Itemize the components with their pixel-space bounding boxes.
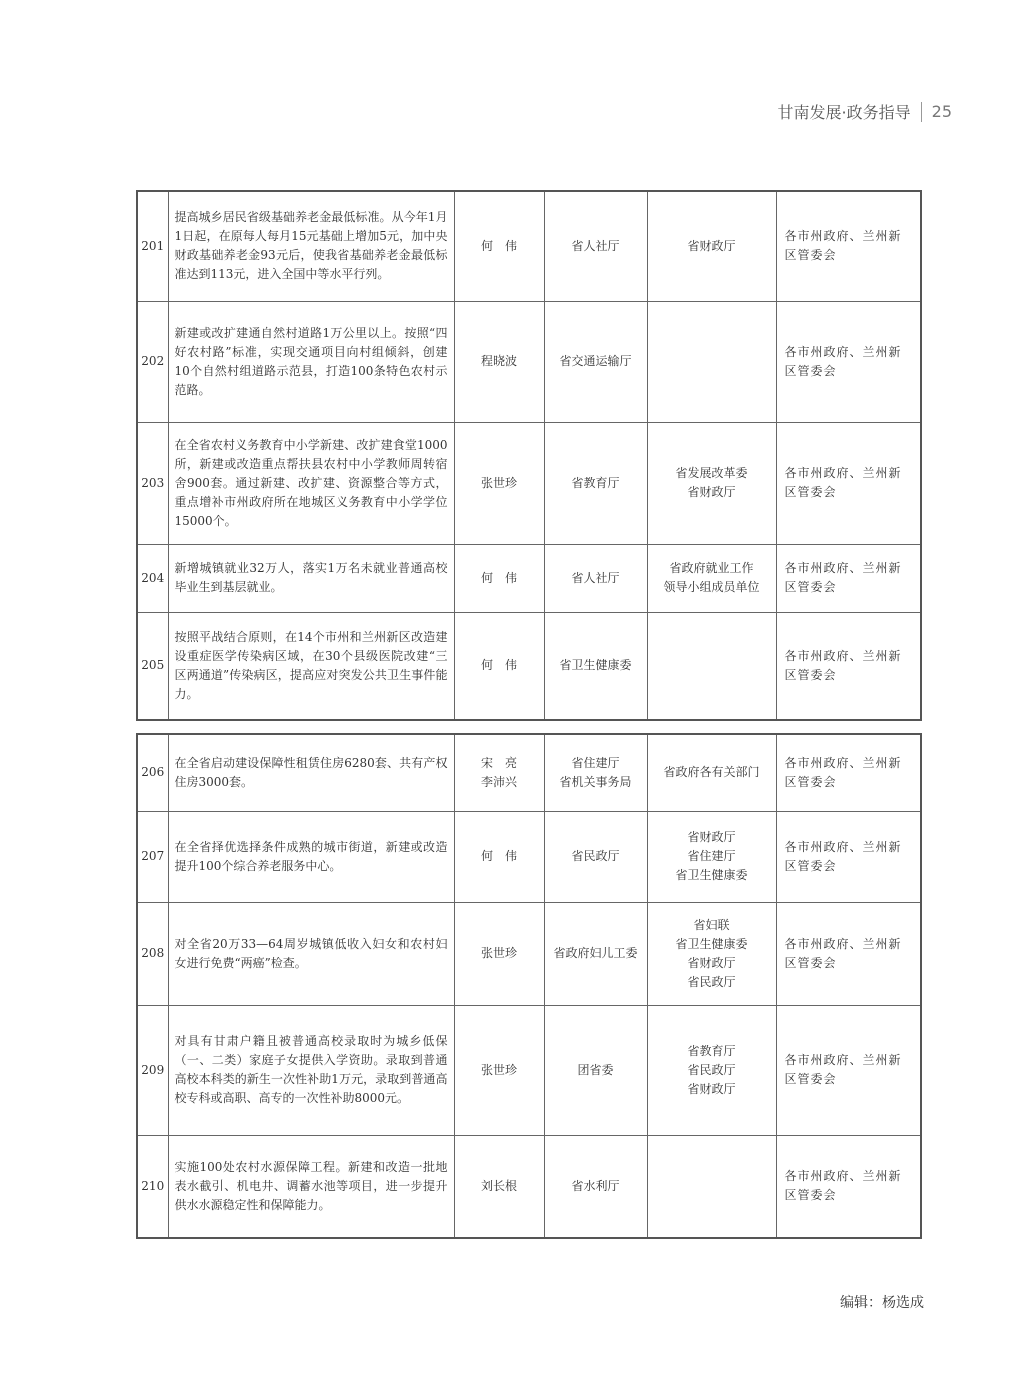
cooperating-units-line: 省民政厅 [687, 974, 736, 989]
table-row [137, 734, 921, 811]
lead-official [454, 811, 544, 902]
responsible-unit [544, 301, 647, 422]
cooperating-units-line: 省财政厅 [687, 955, 736, 970]
publication-title: 甘南发展·政务指导 [777, 103, 911, 122]
lead-official [454, 1005, 544, 1135]
lead-official-line: 张世珍 [480, 1062, 517, 1077]
task-table-body [137, 191, 921, 720]
cooperating-units [647, 811, 776, 902]
header-divider [921, 102, 922, 122]
table-row [137, 544, 921, 612]
task-description: 在全省农村义务教育中小学新建、改扩建食堂1000所，新建或改造重点帮扶县农村中小学教师周转宿舍900套。通过新建、改扩建、资源整合等方式，重点增补市州政府所在地城区义务教育中小学学位15000个。 [168, 422, 454, 544]
cooperating-units [647, 191, 776, 301]
cooperating-units-line: 省卫生健康委 [675, 936, 748, 951]
responsible-unit [544, 1005, 647, 1135]
responsible-unit-line: 省机关事务局 [559, 774, 632, 789]
responsible-unit-line: 省人社厅 [571, 570, 620, 585]
table-row [137, 1005, 921, 1135]
lead-official [454, 1135, 544, 1238]
cooperating-units [647, 301, 776, 422]
task-number: 209 [137, 1005, 168, 1135]
task-description: 实施100处农村水源保障工程。新建和改造一批地表水截引、机电井、调蓄水池等项目，进一步提升供水水源稳定性和保障能力。 [168, 1135, 454, 1238]
cooperating-units-line: 领导小组成员单位 [663, 580, 760, 594]
responsible-unit [544, 811, 647, 902]
cooperating-units-line: 省政府各有关部门 [663, 765, 760, 780]
lead-official-line: 何 伟 [480, 570, 517, 585]
lead-official [454, 422, 544, 544]
responsible-unit [544, 191, 647, 301]
implementing-units: 各市州政府、兰州新区管委会 [776, 811, 921, 902]
lead-official [454, 544, 544, 612]
task-number: 207 [137, 811, 168, 902]
lead-official [454, 612, 544, 720]
table-row [137, 902, 921, 1005]
task-table-2 [136, 733, 922, 1239]
lead-official-line: 刘长根 [480, 1178, 517, 1193]
responsible-unit-line: 省水利厅 [571, 1178, 620, 1193]
cooperating-units-line: 省教育厅 [687, 1043, 736, 1058]
table-row [137, 1135, 921, 1238]
task-description: 新建或改扩建通自然村道路1万公里以上。按照“四好农村路”标准，实现交通项目向村组倾斜，创建10个自然村组道路示范县，打造100条特色农村示范路。 [168, 301, 454, 422]
responsible-unit-line: 省住建厅 [571, 755, 620, 770]
implementing-units: 各市州政府、兰州新区管委会 [776, 734, 921, 811]
task-description: 新增城镇就业32万人，落实1万名未就业普通高校毕业生到基层就业。 [168, 544, 454, 612]
lead-official-line: 何 伟 [480, 658, 517, 673]
cooperating-units-line: 省民政厅 [687, 1062, 736, 1077]
task-number: 203 [137, 422, 168, 544]
table-row [137, 191, 921, 301]
implementing-units: 各市州政府、兰州新区管委会 [776, 612, 921, 720]
cooperating-units [647, 1005, 776, 1135]
responsible-unit-line: 省民政厅 [571, 849, 620, 863]
lead-official-line: 何 伟 [480, 238, 517, 253]
cooperating-units [647, 734, 776, 811]
implementing-units: 各市州政府、兰州新区管委会 [776, 1135, 921, 1238]
table-row [137, 612, 921, 720]
task-number: 210 [137, 1135, 168, 1238]
cooperating-units-line: 省卫生健康委 [675, 868, 748, 882]
implementing-units: 各市州政府、兰州新区管委会 [776, 191, 921, 301]
task-number: 206 [137, 734, 168, 811]
task-number: 205 [137, 612, 168, 720]
cooperating-units [647, 902, 776, 1005]
lead-official-line: 宋 亮 [480, 755, 517, 770]
implementing-units: 各市州政府、兰州新区管委会 [776, 1005, 921, 1135]
responsible-unit [544, 422, 647, 544]
lead-official-line: 李沛兴 [480, 774, 517, 789]
responsible-unit [544, 1135, 647, 1238]
editor-credit: 编辑：杨选成 [840, 1295, 924, 1311]
task-number: 208 [137, 902, 168, 1005]
task-description: 在全省择优选择条件成熟的城市街道，新建或改造提升100个综合养老服务中心。 [168, 811, 454, 902]
page-header [778, 100, 952, 123]
responsible-unit-line: 省政府妇儿工委 [553, 946, 638, 960]
lead-official [454, 902, 544, 1005]
responsible-unit [544, 544, 647, 612]
table-row [137, 301, 921, 422]
lead-official-line: 程晓波 [480, 354, 517, 368]
cooperating-units-line: 省财政厅 [687, 238, 736, 253]
implementing-units: 各市州政府、兰州新区管委会 [776, 301, 921, 422]
responsible-unit-line: 团省委 [577, 1062, 614, 1077]
lead-official-line: 何 伟 [480, 849, 517, 863]
task-description: 对具有甘肃户籍且被普通高校录取时为城乡低保（一、二类）家庭子女提供入学资助。录取到普通高校本科类的新生一次性补助1万元，录取到普通高校专科或高职、高专的一次性补助8000元。 [168, 1005, 454, 1135]
task-number: 202 [137, 301, 168, 422]
task-table-1 [136, 190, 922, 721]
task-table-body [137, 734, 921, 1238]
cooperating-units-line: 省财政厅 [687, 1081, 736, 1096]
responsible-unit-line: 省卫生健康委 [559, 658, 632, 673]
cooperating-units-line: 省妇联 [693, 917, 730, 932]
cooperating-units-line: 省住建厅 [687, 849, 736, 863]
lead-official-line: 张世珍 [480, 946, 517, 960]
task-description: 对全省20万33—64周岁城镇低收入妇女和农村妇女进行免费“两癌”检查。 [168, 902, 454, 1005]
task-number: 201 [137, 191, 168, 301]
cooperating-units-line: 省财政厅 [687, 485, 736, 499]
lead-official [454, 734, 544, 811]
cooperating-units-line: 省发展改革委 [675, 466, 748, 480]
cooperating-units [647, 422, 776, 544]
lead-official [454, 301, 544, 422]
implementing-units: 各市州政府、兰州新区管委会 [776, 902, 921, 1005]
cooperating-units-line: 省财政厅 [687, 830, 736, 844]
cooperating-units [647, 612, 776, 720]
task-description: 在全省启动建设保障性租赁住房6280套、共有产权住房3000套。 [168, 734, 454, 811]
lead-official-line: 张世珍 [480, 475, 517, 490]
responsible-unit [544, 612, 647, 720]
page-number: 25 [931, 102, 952, 121]
table-row [137, 811, 921, 902]
task-number: 204 [137, 544, 168, 612]
lead-official [454, 191, 544, 301]
task-description: 按照平战结合原则，在14个市州和兰州新区改造建设重症医学传染病区域，在30个县级医院改建“三区两通道”传染病区，提高应对突发公共卫生事件能力。 [168, 612, 454, 720]
responsible-unit [544, 734, 647, 811]
cooperating-units [647, 544, 776, 612]
responsible-unit-line: 省交通运输厅 [559, 354, 632, 368]
responsible-unit-line: 省人社厅 [571, 238, 620, 253]
implementing-units: 各市州政府、兰州新区管委会 [776, 544, 921, 612]
table-row [137, 422, 921, 544]
implementing-units: 各市州政府、兰州新区管委会 [776, 422, 921, 544]
responsible-unit [544, 902, 647, 1005]
task-description: 提高城乡居民省级基础养老金最低标准。从今年1月1日起，在原每人每月15元基础上增加5元，加中央财政基础养老金93元后，使我省基础养老金最低标准达到113元，进入全国中等水平行列。 [168, 191, 454, 301]
responsible-unit-line: 省教育厅 [571, 475, 620, 490]
cooperating-units-line: 省政府就业工作 [669, 561, 754, 575]
cooperating-units [647, 1135, 776, 1238]
